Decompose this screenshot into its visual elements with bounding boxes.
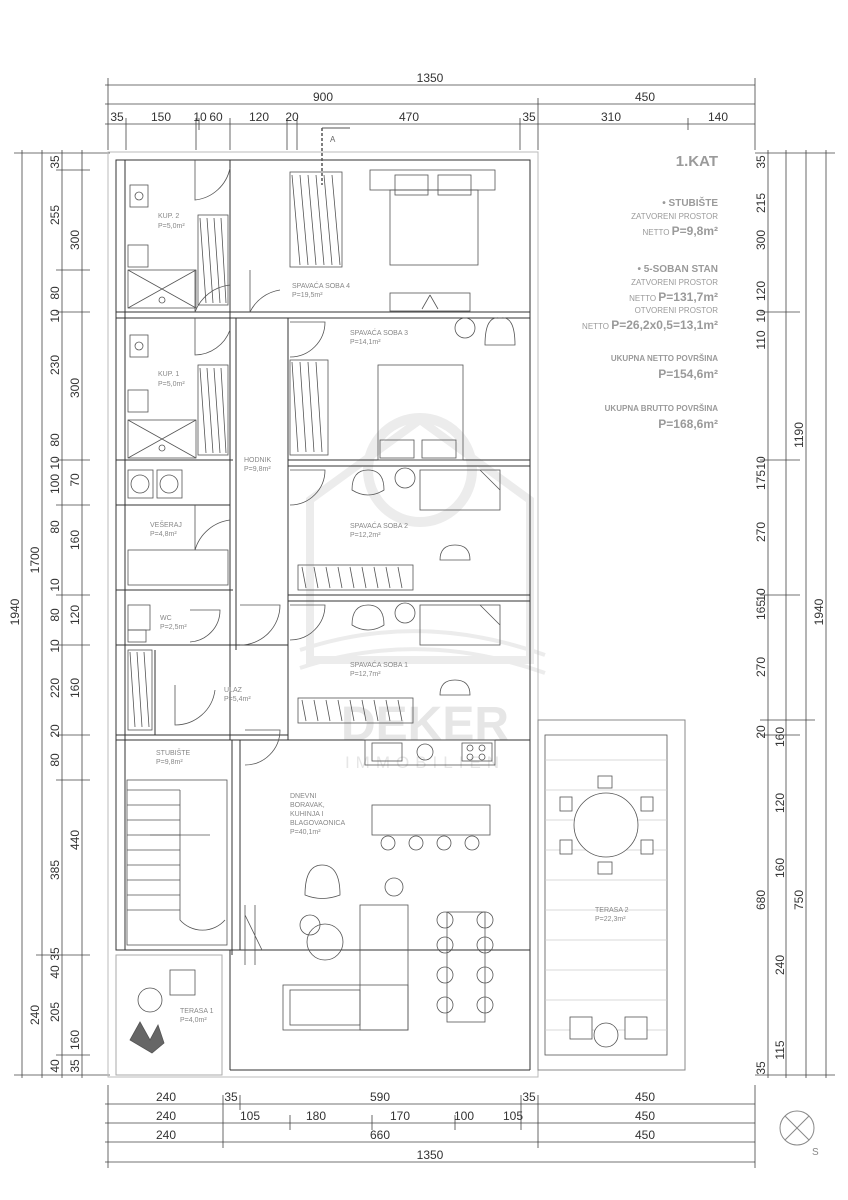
- dim-bot-450b: 450: [634, 1109, 656, 1123]
- dim-left-10d: 10: [48, 639, 62, 653]
- legend-apt-netto-value: P=131,7m²: [658, 290, 718, 304]
- dim-left-1940: 1940: [8, 598, 22, 626]
- legend-stair-closed: ZATVORENI PROSTOR: [631, 212, 718, 221]
- dim-bot-450c: 450: [634, 1128, 656, 1142]
- left-dimensions: [14, 150, 110, 1078]
- room-bed3-area: P=14,1m²: [350, 339, 381, 346]
- dim-right-160a: 160: [773, 726, 787, 748]
- dim-left-80c: 80: [48, 520, 62, 534]
- dim-right-165: 165: [754, 599, 768, 621]
- dim-right-10b: 10: [754, 456, 768, 470]
- dim-right-270b: 270: [754, 656, 768, 678]
- right-dimension-labels: [754, 155, 826, 1075]
- dim-left-160b: 160: [68, 677, 82, 699]
- dim-top-total: 1350: [416, 71, 444, 85]
- dim-right-240: 240: [773, 954, 787, 976]
- dim-left-300b: 300: [68, 377, 82, 399]
- dim-top-900: 900: [312, 90, 334, 104]
- dim-right-160b: 160: [773, 857, 787, 879]
- room-bed1-area: P=12,7m²: [350, 671, 381, 678]
- dim-right-1190: 1190: [792, 422, 806, 448]
- dim-bot-35a: 35: [224, 1090, 238, 1104]
- room-living-area: P=40,1m²: [290, 829, 321, 836]
- legend-stair-netto-prefix: NETTO: [642, 228, 672, 237]
- watermark-text: DEKER: [340, 698, 510, 751]
- dim-left-20: 20: [48, 724, 62, 738]
- dim-top-35a: 35: [110, 110, 124, 124]
- room-stair-name: STUBIŠTE: [156, 750, 191, 757]
- dim-bot-105b: 105: [502, 1109, 524, 1123]
- dim-left-35a: 35: [48, 155, 62, 169]
- room-bed2-area: P=12,2m²: [350, 532, 381, 539]
- room-terrace2-name: TERASA 2: [595, 907, 629, 914]
- dim-bot-35b: 35: [522, 1090, 536, 1104]
- dim-left-10c: 10: [48, 578, 62, 592]
- legend-total-brutto-label: UKUPNA BRUTTO POVRŠINA: [604, 404, 718, 413]
- dim-top-470: 470: [398, 110, 420, 124]
- dim-left-40b: 40: [48, 1059, 62, 1073]
- dim-bot-105a: 105: [239, 1109, 261, 1123]
- room-wc-area: P=2,5m²: [160, 624, 187, 631]
- dim-right-680: 680: [754, 889, 768, 911]
- legend-apt-title: • 5-SOBAN STAN: [637, 264, 718, 275]
- dim-left-160a: 160: [68, 529, 82, 551]
- dim-left-100: 100: [48, 473, 62, 495]
- room-bed1-name: SPAVAĆA SOBA 1: [350, 662, 408, 669]
- legend-apt-open: OTVORENI PROSTOR: [634, 306, 718, 315]
- dim-left-385: 385: [48, 859, 62, 881]
- legend-apt-netto: [629, 290, 718, 304]
- room-bed4-name: SPAVAĆA SOBA 4: [292, 283, 350, 290]
- room-kup2-area: P=5,0m²: [158, 223, 185, 230]
- dim-bot-total: 1350: [416, 1148, 444, 1162]
- dim-right-110: 110: [754, 330, 768, 350]
- compass-icon: [780, 1111, 819, 1158]
- dim-right-175: 175: [754, 469, 768, 491]
- legend-total-netto-value: P=154,6m²: [658, 367, 718, 381]
- legend-stair-title: • STUBIŠTE: [662, 198, 718, 209]
- dim-right-120b: 120: [773, 792, 787, 814]
- bottom-dimension-labels: [156, 1090, 655, 1162]
- dim-left-440: 440: [68, 829, 82, 851]
- dim-bot-240b: 240: [155, 1109, 177, 1123]
- dim-right-300: 300: [754, 229, 768, 251]
- dim-right-10a: 10: [754, 309, 768, 323]
- room-terrace1-area: P=4,0m²: [180, 1017, 207, 1024]
- room-hall-area: P=9,8m²: [244, 466, 271, 473]
- legend-apt-closed: ZATVORENI PROSTOR: [631, 278, 718, 287]
- room-living-line4: BLAGOVAONICA: [290, 820, 346, 827]
- room-wc-name: WC: [160, 615, 172, 622]
- room-living-line1: DNEVNI: [290, 793, 317, 800]
- dim-right-750: 750: [792, 889, 806, 911]
- dim-right-35b: 35: [754, 1061, 768, 1075]
- room-hall-name: HODNIK: [244, 457, 272, 464]
- room-labels: [150, 213, 629, 1024]
- dim-right-20: 20: [754, 725, 768, 739]
- legend-total-brutto-value: P=168,6m²: [658, 417, 718, 431]
- dim-bot-180: 180: [305, 1109, 327, 1123]
- dim-left-80b: 80: [48, 433, 62, 447]
- dim-right-1940: 1940: [812, 598, 826, 626]
- exterior-walls: [108, 152, 685, 1077]
- legend-total-netto-label: UKUPNA NETTO POVRŠINA: [610, 354, 718, 363]
- legend-stair-netto-value: P=9,8m²: [671, 224, 718, 238]
- dim-right-215: 215: [754, 192, 768, 214]
- legend-apt-open-netto: [582, 318, 718, 332]
- dim-left-35b: 35: [48, 947, 62, 961]
- room-living-line3: KUHINJA I: [290, 811, 324, 818]
- dim-left-35c: 35: [68, 1059, 82, 1073]
- dim-right-10c: 10: [754, 588, 768, 602]
- dim-right-120a: 120: [754, 280, 768, 302]
- left-dimension-labels: [8, 155, 82, 1073]
- floor-label: 1.KAT: [675, 153, 718, 170]
- room-laundry-name: VEŠERAJ: [150, 522, 182, 529]
- legend-apt-netto-prefix: NETTO: [629, 294, 659, 303]
- dim-bot-590: 590: [369, 1090, 391, 1104]
- dim-left-80d: 80: [48, 608, 62, 622]
- room-laundry-area: P=4,8m²: [150, 531, 177, 538]
- dim-right-35a: 35: [754, 155, 768, 169]
- dim-top-60: 60: [209, 110, 223, 124]
- dim-left-120: 120: [68, 604, 82, 626]
- dim-top-140: 140: [707, 110, 729, 124]
- furniture: [127, 170, 667, 1055]
- dim-right-270a: 270: [754, 521, 768, 543]
- dim-bot-170: 170: [389, 1109, 411, 1123]
- dim-left-220: 220: [48, 677, 62, 699]
- dim-bot-450a: 450: [634, 1090, 656, 1104]
- dim-top-450: 450: [634, 90, 656, 104]
- room-entry-name: ULAZ: [224, 687, 242, 694]
- dim-top-150: 150: [150, 110, 172, 124]
- dim-top-20: 20: [285, 110, 299, 124]
- dim-left-80a: 80: [48, 286, 62, 300]
- dim-bot-100: 100: [453, 1109, 475, 1123]
- dim-left-205: 205: [48, 1001, 62, 1023]
- dim-left-240: 240: [28, 1004, 42, 1026]
- dim-right-115: 115: [773, 1040, 787, 1060]
- legend-apt-open-prefix: NETTO: [582, 322, 612, 331]
- room-kup1-area: P=5,0m²: [158, 381, 185, 388]
- watermark-subtext: IMMOBILIEN: [344, 753, 506, 772]
- dim-left-300a: 300: [68, 229, 82, 251]
- room-kup2-name: KUP. 2: [158, 213, 180, 220]
- room-terrace1-name: TERASA 1: [180, 1008, 214, 1015]
- top-dimension-labels: [110, 71, 728, 124]
- dim-bot-240a: 240: [155, 1090, 177, 1104]
- dim-top-35b: 35: [522, 110, 536, 124]
- room-bed2-name: SPAVAĆA SOBA 2: [350, 523, 408, 530]
- legend-apt-open-value: P=26,2x0,5=13,1m²: [611, 318, 718, 332]
- dim-left-1700: 1700: [28, 546, 42, 574]
- dim-left-160c: 160: [68, 1029, 82, 1051]
- dim-top-10: 10: [193, 110, 207, 124]
- dim-left-70: 70: [68, 473, 82, 487]
- dim-left-10a: 10: [48, 309, 62, 323]
- dim-left-80e: 80: [48, 753, 62, 767]
- dim-bot-240c: 240: [155, 1128, 177, 1142]
- compass-label: S: [812, 1147, 819, 1158]
- room-kup1-name: KUP. 1: [158, 371, 180, 378]
- dim-left-255: 255: [48, 204, 62, 226]
- legend-stair-netto: [642, 224, 718, 238]
- interior-walls: [116, 160, 530, 955]
- dim-left-230: 230: [48, 354, 62, 376]
- section-marker: [322, 128, 350, 185]
- dim-bot-660: 660: [369, 1128, 391, 1142]
- dim-left-10b: 10: [48, 456, 62, 470]
- room-bed3-name: SPAVAĆA SOBA 3: [350, 330, 408, 337]
- dim-left-40a: 40: [48, 965, 62, 979]
- room-terrace2-area: P=22,3m²: [595, 916, 626, 923]
- room-entry-area: P=5,4m²: [224, 696, 251, 703]
- area-legend: [582, 153, 718, 431]
- section-marker-label: A: [330, 135, 336, 144]
- room-bed4-area: P=19,5m²: [292, 292, 323, 299]
- room-stair-area: P=9,8m²: [156, 759, 183, 766]
- room-living-line2: BORAVAK,: [290, 802, 325, 809]
- dim-top-310: 310: [600, 110, 622, 124]
- dim-top-120: 120: [248, 110, 270, 124]
